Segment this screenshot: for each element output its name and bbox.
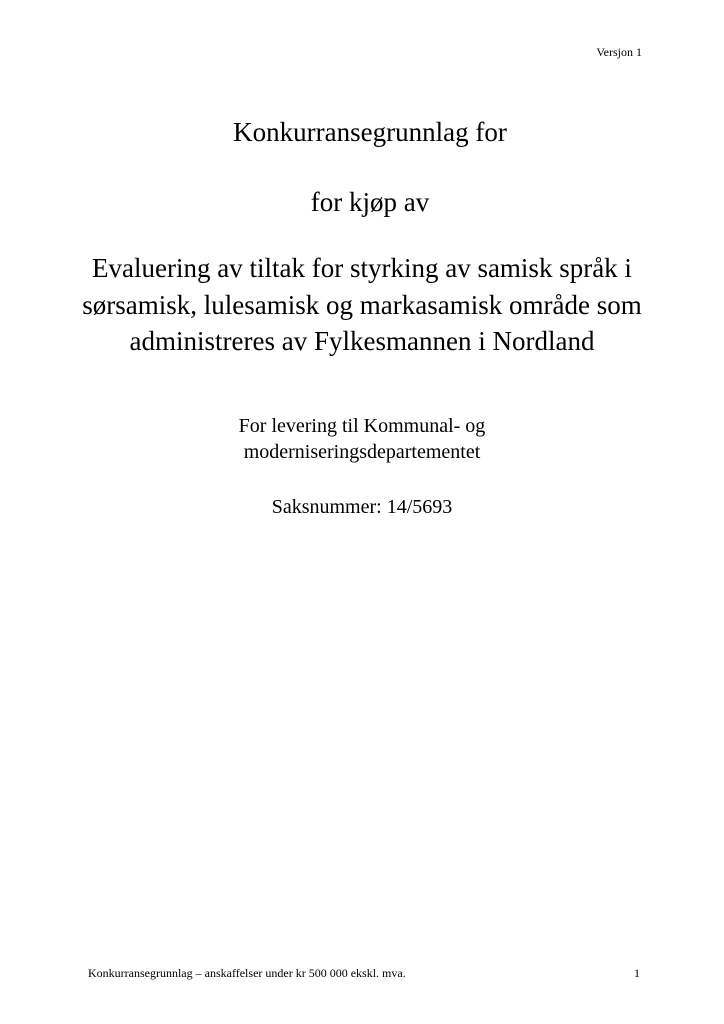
footer-text: Konkurransegrunnlag – anskaffelser under kr 500 000 ekskl. mva. [88,966,406,980]
page-number: 1 [634,966,640,980]
version-label: Versjon 1 [596,45,642,59]
delivery-line-2: moderniseringsdepartementet [243,441,481,463]
purchase-line: for kjøp av [310,187,430,217]
delivery-line-1: For levering til Kommunal- og [238,415,486,437]
delivery-recipient [82,413,642,465]
case-number: Saksnummer: 14/5693 [271,496,453,518]
main-title: Evaluering av tiltak for styrking av samisk språk i sørsamisk, lulesamisk og markasamisk område som administreres av Fylkesmannen i Nordland [82,253,642,356]
cover-title: Konkurransegrunnlag for [233,117,507,147]
